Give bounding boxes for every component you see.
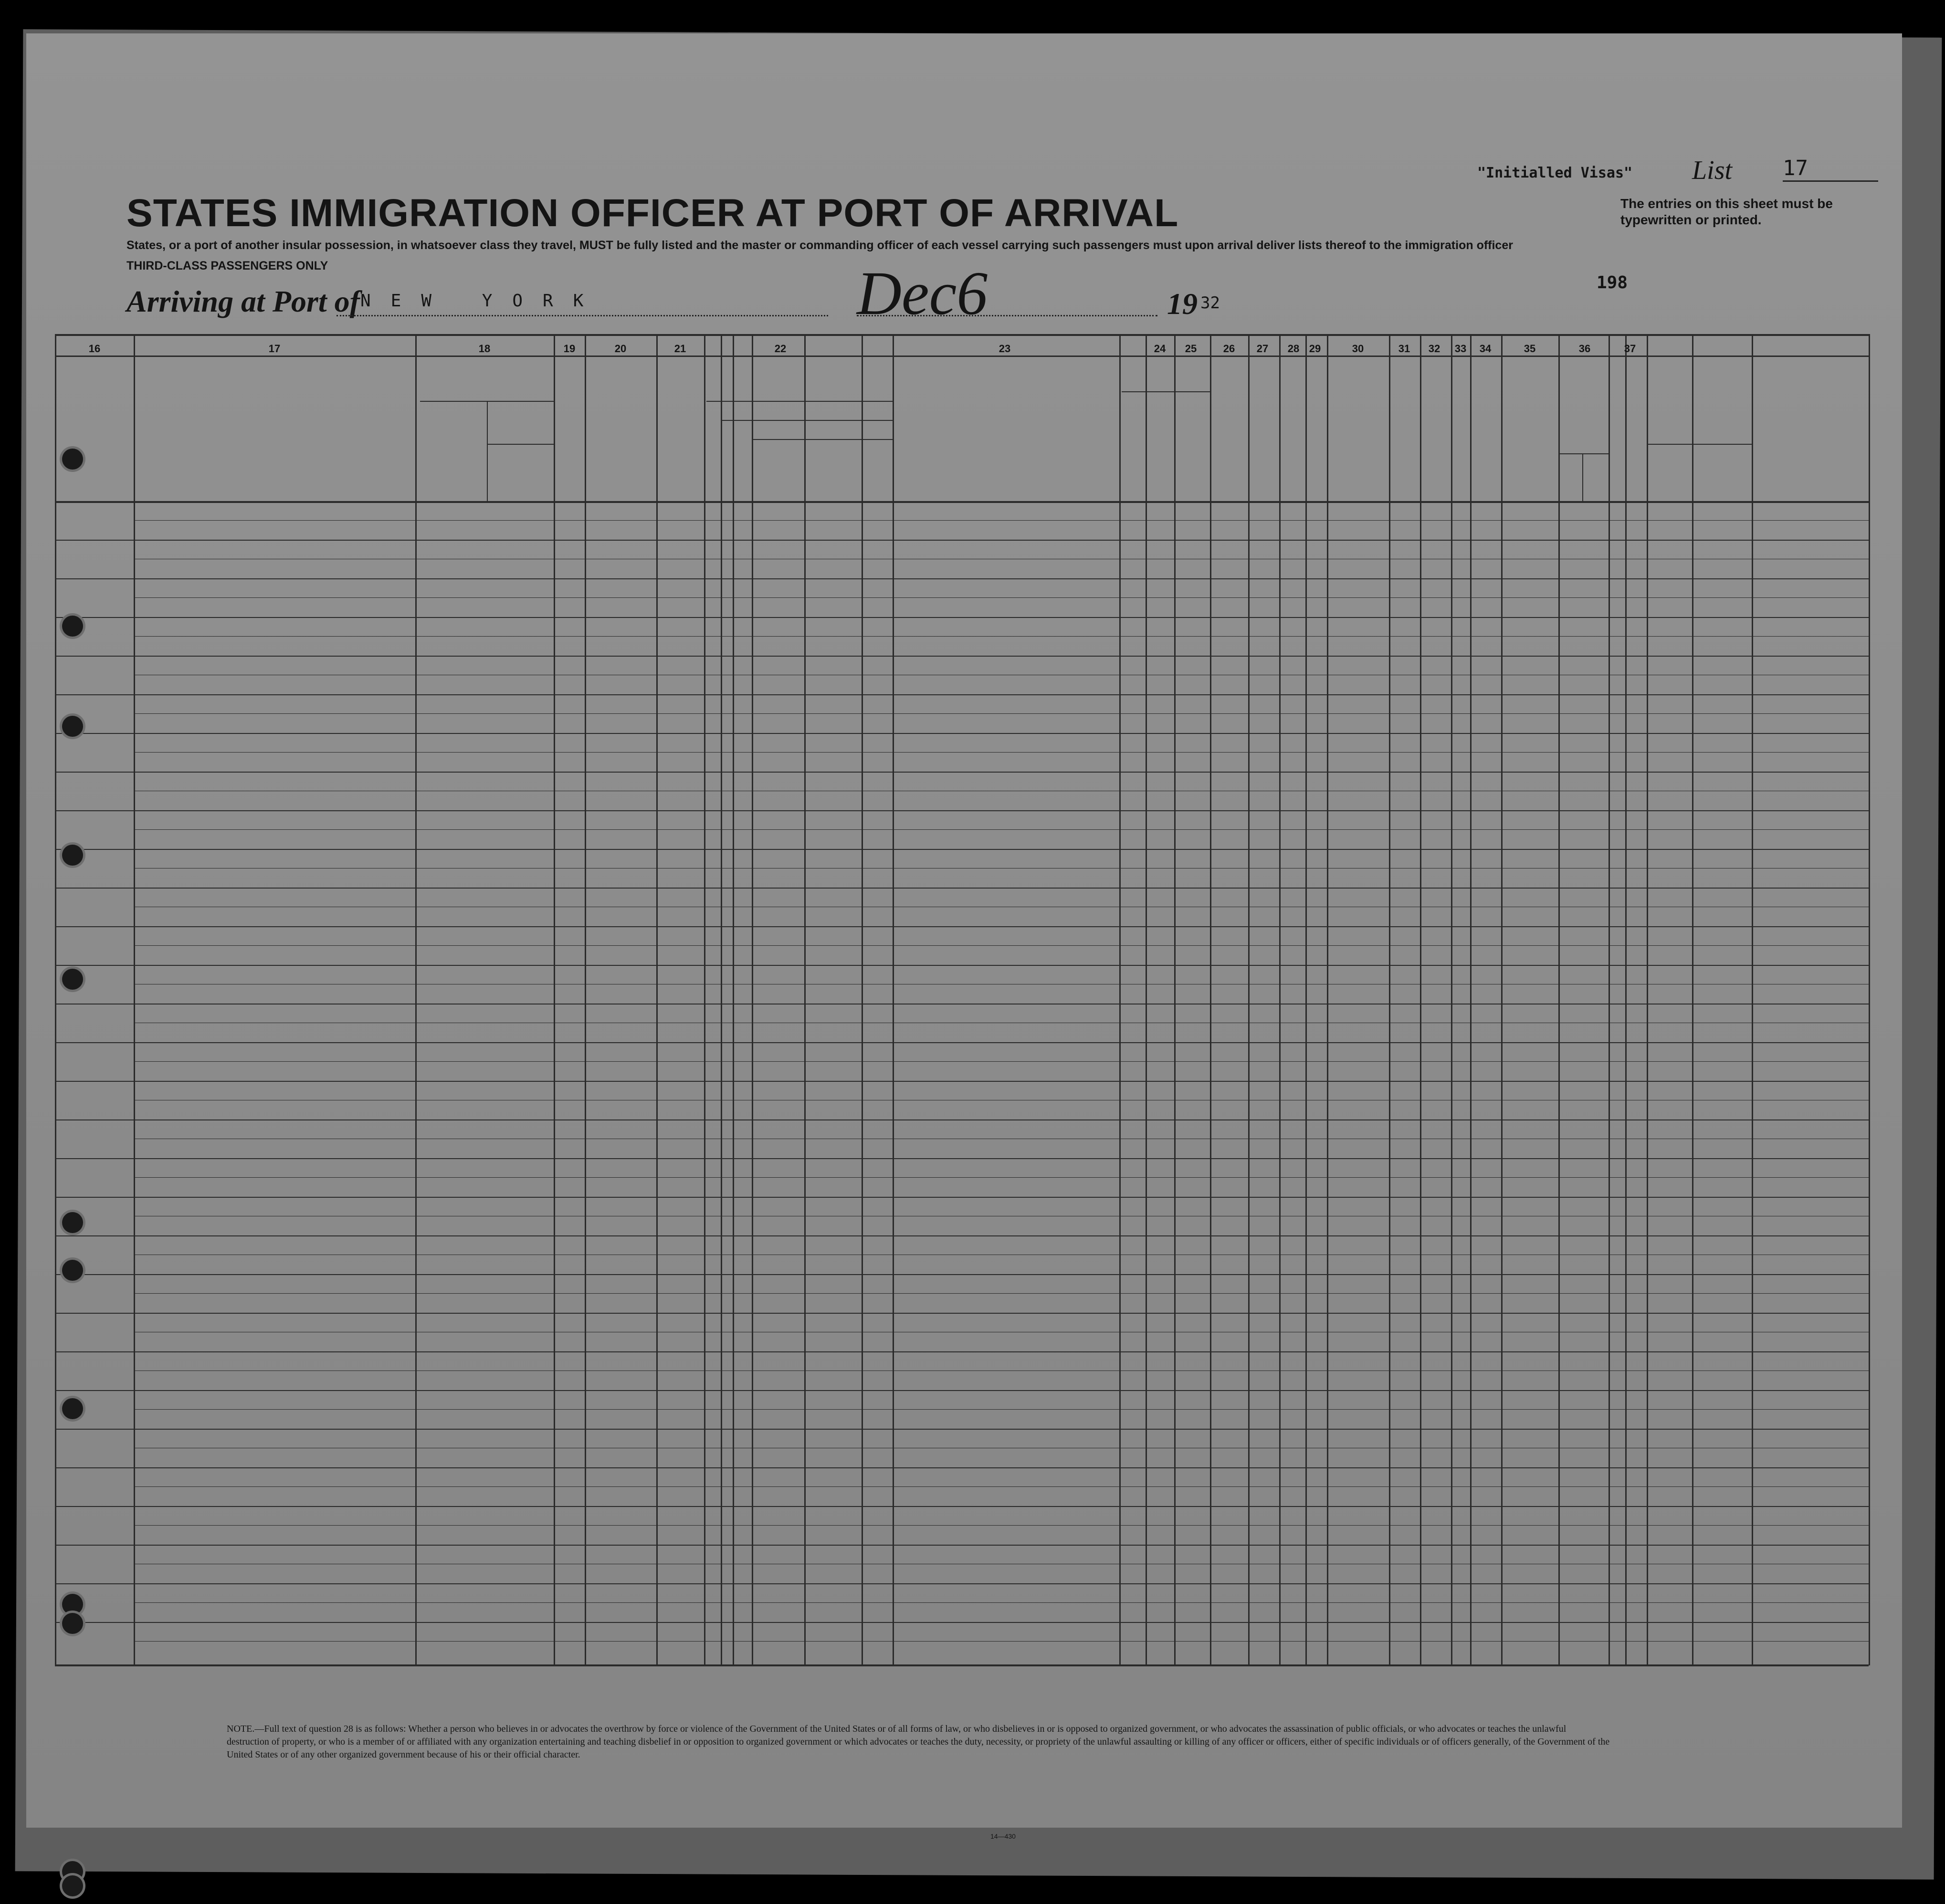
grid-line — [585, 334, 586, 1665]
grid-line — [1420, 334, 1421, 1665]
grid-line — [134, 636, 1869, 637]
punch-hole — [62, 1260, 83, 1281]
punch-hole — [62, 449, 83, 470]
ticket-header — [556, 360, 580, 499]
punch-hole — [62, 1398, 83, 1419]
grid-line — [1279, 334, 1281, 1665]
grid-line — [134, 1061, 1869, 1062]
column-number: 19 — [563, 343, 576, 355]
grid-line — [55, 772, 1869, 773]
grid-line — [415, 334, 417, 1665]
grid-line — [55, 1545, 1869, 1546]
grid-line — [1210, 334, 1211, 1665]
grid-line — [134, 1177, 1869, 1178]
grid-line — [55, 1197, 1869, 1198]
column-number: 32 — [1428, 343, 1440, 355]
grid-line — [55, 617, 1869, 618]
grid-line — [134, 945, 1869, 946]
grid-line — [55, 1664, 1869, 1666]
punch-hole — [62, 1875, 83, 1896]
grid-line — [55, 1506, 1869, 1507]
grid-line — [1752, 334, 1753, 1665]
grid-line — [1451, 334, 1452, 1665]
grid-line — [55, 810, 1869, 811]
grid-line — [55, 965, 1869, 966]
grid-line — [1305, 334, 1307, 1665]
grid-line — [55, 849, 1869, 850]
grid-line — [55, 1274, 1869, 1275]
column-number: 37 — [1624, 343, 1636, 355]
grid-line — [1389, 334, 1390, 1665]
grid-line — [1146, 334, 1147, 1665]
column-number: 23 — [999, 343, 1011, 355]
polygamist-header — [1308, 360, 1325, 499]
grid-line — [487, 444, 554, 445]
grid-line — [752, 439, 893, 440]
grid-line — [55, 334, 56, 1665]
grid-line — [656, 334, 658, 1665]
grid-line — [1609, 334, 1610, 1665]
grid-line — [55, 694, 1869, 695]
grid-line — [55, 334, 1869, 336]
column-number: 25 — [1185, 343, 1197, 355]
port-name: NEW YORK — [360, 291, 604, 311]
manifest-table — [55, 334, 1869, 1665]
punch-hole — [62, 1594, 83, 1615]
column-number: 22 — [774, 343, 787, 355]
grid-line — [134, 520, 1869, 521]
column-number: 30 — [1352, 343, 1364, 355]
grid-line — [55, 1158, 1869, 1159]
grid-line — [134, 829, 1869, 830]
grid-line — [134, 597, 1869, 598]
grid-line — [1647, 444, 1752, 445]
form-number: 14—430 — [990, 1832, 1016, 1840]
year-prefix: 19 — [1167, 287, 1198, 321]
arrival-month: Dec6 — [857, 259, 988, 328]
grid-line — [862, 334, 863, 1665]
grid-line — [134, 1409, 1869, 1410]
arriving-label: Arriving at Port of — [126, 284, 360, 318]
grid-line — [55, 356, 1869, 357]
punch-hole — [62, 716, 83, 737]
column-number: 31 — [1398, 343, 1410, 355]
grid-line — [1869, 334, 1870, 1665]
grid-line — [55, 1119, 1869, 1120]
grid-line — [55, 733, 1869, 734]
grid-line — [804, 334, 806, 1665]
grid-line — [704, 334, 705, 1665]
grid-line — [134, 1293, 1869, 1294]
column-number: 34 — [1479, 343, 1492, 355]
printed-year: 198 — [1597, 273, 1628, 293]
column-number: 17 — [268, 343, 281, 355]
column-number: 27 — [1256, 343, 1269, 355]
grid-line — [55, 1622, 1869, 1623]
manifest-page — [26, 33, 1902, 1840]
punch-hole — [62, 1613, 83, 1634]
instruction-line: States, or a port of another insular possession, in whatsoever class they travel, MUST be fully listed and the master or commanding officer of each vessel carrying such passengers must upon arrival deliver lists thereof to the immigration officer — [126, 239, 1513, 252]
punch-hole — [62, 616, 83, 637]
grid-line — [1558, 453, 1609, 454]
footer-note: NOTE.—Full text of question 28 is as follows: Whether a person who believes in or advocates the overthrow by force or violence of the Government of the United States or of all forms of law, or who disbelieves in or is opposed to organized government, or who advocates the assassination of public officials, or who advocates or teaches the unlawful destruction of property, or who is a member of or affiliated with any organization entertaining and teaching disbelief in or opposition to organized government or which advocates or teaches the duty, necessity, or propriety of the unlawful assaulting or killing of any officer or officers, either of specific individuals or of officers generally, of the Government of the United States or of any other organized government because of his or their official character. — [227, 1724, 1610, 1760]
initialled-visas-label: "Initialled Visas" — [1477, 165, 1633, 181]
column-number: 29 — [1309, 343, 1321, 355]
grid-line — [1174, 334, 1176, 1665]
grid-line — [55, 1081, 1869, 1082]
grid-line — [55, 1390, 1869, 1391]
column-number: 26 — [1223, 343, 1235, 355]
grid-line — [1625, 334, 1627, 1665]
grid-line — [55, 888, 1869, 889]
grid-line — [55, 1235, 1869, 1236]
punch-hole — [62, 969, 83, 990]
grid-line — [1501, 334, 1503, 1665]
grid-line — [55, 926, 1869, 927]
grid-line — [1647, 334, 1648, 1665]
grid-line — [55, 1313, 1869, 1314]
grid-line — [134, 1525, 1869, 1526]
grid-line — [721, 420, 893, 421]
grid-line — [55, 1351, 1869, 1352]
grid-line — [1248, 334, 1250, 1665]
grid-line — [487, 401, 488, 501]
grid-line — [1692, 334, 1693, 1665]
possession-header — [660, 360, 698, 499]
column-number: 18 — [478, 343, 491, 355]
grid-line — [1582, 453, 1583, 501]
grid-line — [1470, 334, 1472, 1665]
column-number: 21 — [674, 343, 686, 355]
grid-line — [55, 1429, 1869, 1430]
typewritten-note: The entries on this sheet must be typewritten or printed. — [1620, 196, 1833, 227]
column-number: 24 — [1154, 343, 1166, 355]
punch-hole — [62, 845, 83, 866]
grid-line — [1327, 334, 1328, 1665]
grid-line — [554, 334, 555, 1665]
column-number: 33 — [1454, 343, 1467, 355]
grid-line — [1558, 334, 1560, 1665]
grid-line — [55, 540, 1869, 541]
grid-line — [134, 1370, 1869, 1371]
grid-line — [1122, 391, 1210, 392]
grid-line — [733, 334, 734, 1665]
column-number: 28 — [1287, 343, 1300, 355]
grid-line — [134, 1602, 1869, 1603]
grid-line — [134, 1641, 1869, 1642]
column-number: 36 — [1578, 343, 1591, 355]
grid-line — [55, 1467, 1869, 1468]
grid-line — [55, 656, 1869, 657]
grid-line — [134, 713, 1869, 714]
class-line: THIRD-CLASS PASSENGERS ONLY — [126, 259, 328, 272]
grid-line — [706, 401, 893, 402]
column-number: 16 — [88, 343, 101, 355]
grid-line — [893, 334, 894, 1665]
grid-line — [55, 501, 1869, 503]
column-number: 20 — [614, 343, 627, 355]
grid-line — [1119, 334, 1121, 1665]
page-title: STATES IMMIGRATION OFFICER AT PORT OF ARRIVAL — [126, 191, 1179, 235]
grid-line — [55, 578, 1869, 579]
list-label: List — [1692, 156, 1733, 185]
column-number: 35 — [1524, 343, 1536, 355]
grid-line — [721, 334, 722, 1665]
grid-line — [55, 1583, 1869, 1584]
grid-line — [134, 752, 1869, 753]
grid-line — [134, 334, 135, 1665]
punch-hole — [62, 1212, 83, 1233]
grid-line — [55, 1042, 1869, 1043]
anarchist-header — [1328, 360, 1346, 499]
grid-line — [752, 334, 753, 1665]
list-number: 17 — [1783, 156, 1878, 182]
grid-line — [134, 1486, 1869, 1487]
year-suffix: 32 — [1200, 293, 1220, 313]
